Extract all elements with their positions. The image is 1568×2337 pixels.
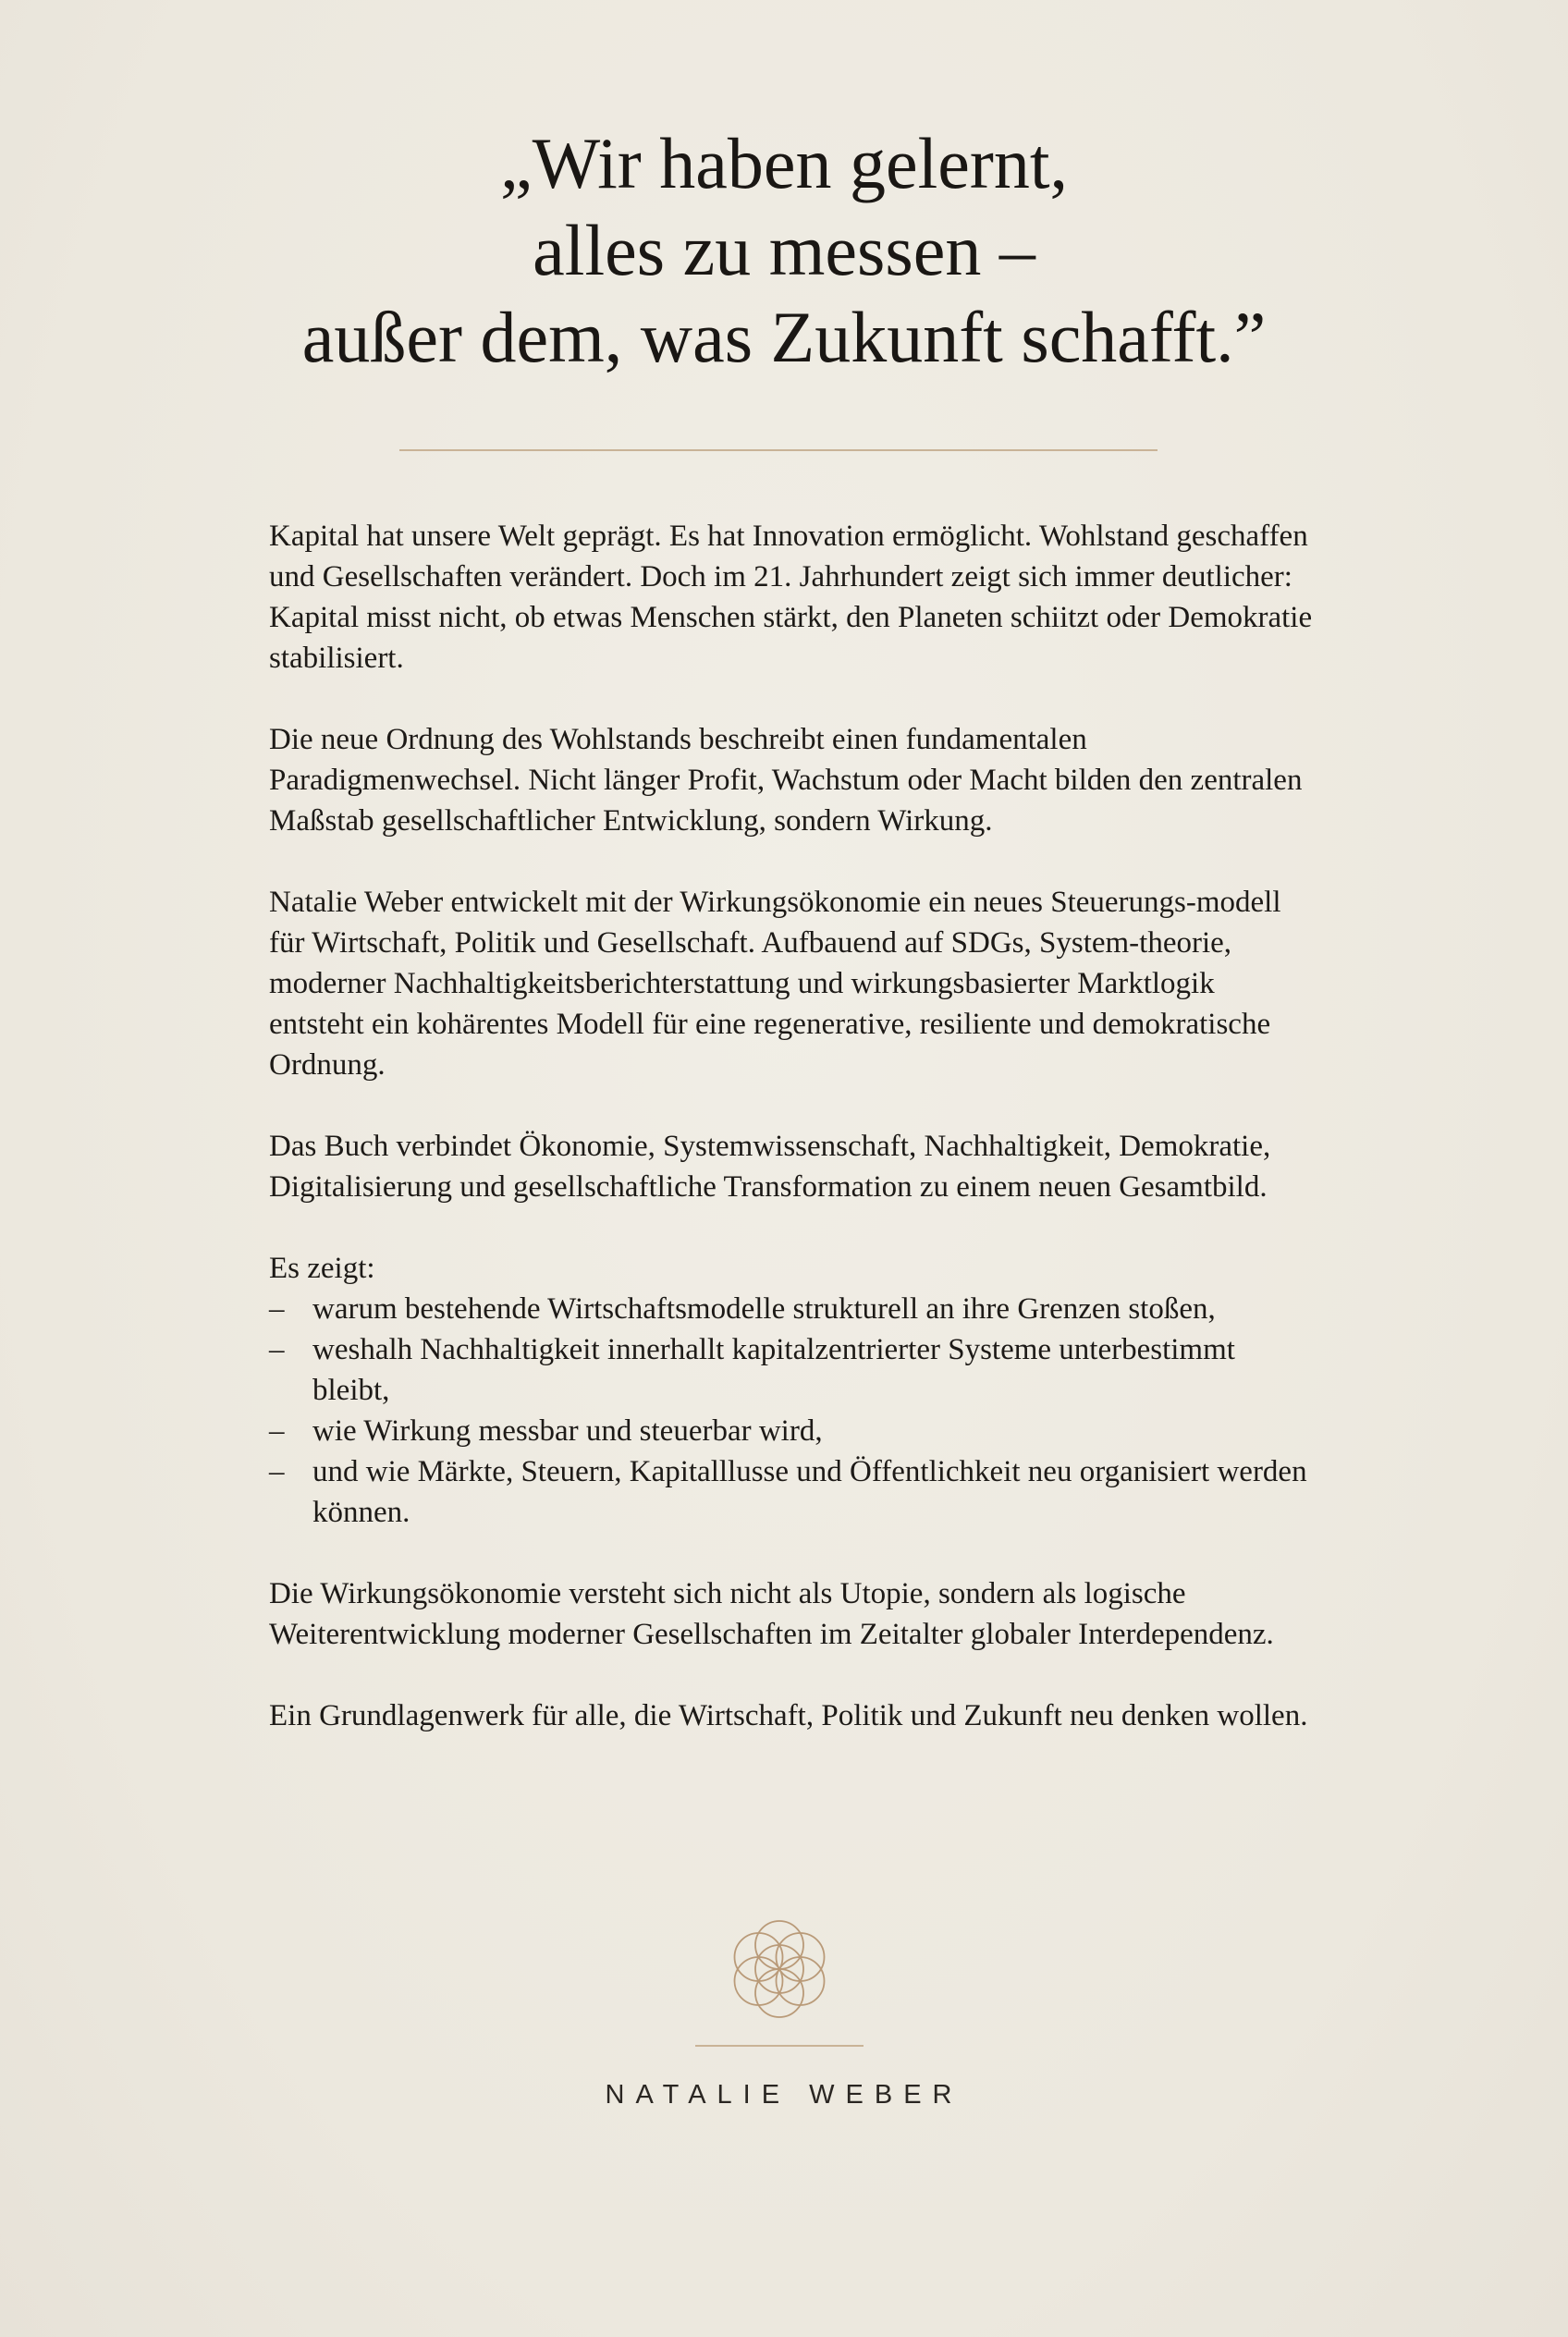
list-intro: Es zeigt: xyxy=(269,1252,375,1285)
list-item xyxy=(269,1451,1314,1533)
list-item xyxy=(269,1411,1314,1451)
dash-bullet: – xyxy=(269,1414,285,1448)
dash-bullet: – xyxy=(269,1455,285,1488)
quote-line-3: außer dem, was Zukunft schafft.” xyxy=(301,297,1267,377)
top-divider xyxy=(399,449,1158,451)
paragraph-closing: Ein Grundlagenwerk für alle, die Wirtschaft, Politik und Zukunft neu denken wollen. xyxy=(269,1699,1308,1732)
paragraph-new-order: Die neue Ordnung des Wohlstands beschreibt einen fundamentalen Paradigmenwechsel. Nicht länger Profit, Wachstum oder Macht bilden den zentralen Maßstab gesellschaftlicher Entwicklung, sondern Wirkung. xyxy=(269,723,1303,838)
blurb-text xyxy=(269,516,1314,1777)
author-name: NATALIE WEBER xyxy=(605,2080,963,2110)
dash-bullet: – xyxy=(269,1333,285,1366)
paragraph-book-connects: Das Buch verbindet Ökonomie, Systemwissenschaft, Nachhaltigkeit, Demokratie, Digitalisierung und gesellschaftliche Transformation zu einem neuen Gesamtbild. xyxy=(269,1130,1271,1204)
flower-of-life-icon xyxy=(724,1914,835,2025)
paragraph-capital: Kapital hat unsere Welt geprägt. Es hat Innovation ermöglicht. Wohlstand geschaffen und Gesellschaften verändert. Doch im 21. Jahrhundert zeigt sich immer deutlicher: Kapital misst nicht, ob etwas Menschen stärkt, den Planeten schiitzt oder Demokratie stabilisiert. xyxy=(269,520,1313,675)
list-item xyxy=(269,1329,1314,1411)
list-item-text: weshalh Nachhaltigkeit innerhallt kapitalzentrierter Systeme unterbestimmt bleibt, xyxy=(312,1333,1235,1407)
quote-line-2: alles zu messen – xyxy=(533,210,1035,290)
headline-quote xyxy=(0,120,1568,381)
list-item-text: warum bestehende Wirtschaftsmodelle strukturell an ihre Grenzen stoßen, xyxy=(312,1292,1216,1326)
dash-bullet: – xyxy=(269,1292,285,1326)
list-item xyxy=(269,1289,1314,1329)
list-item-text: wie Wirkung messbar und steuerbar wird, xyxy=(312,1414,823,1448)
bottom-divider xyxy=(695,2045,864,2047)
topics-list xyxy=(269,1289,1314,1533)
paragraph-not-utopia: Die Wirkungsökonomie versteht sich nicht als Utopie, sondern als logische Weiterentwicklung moderner Gesellschaften im Zeitalter globaler Interdependenz. xyxy=(269,1577,1274,1651)
list-item-text: und wie Märkte, Steuern, Kapitalllusse und Öffentlichkeit neu organisiert werden können. xyxy=(312,1455,1307,1529)
quote-line-1: „Wir haben gelernt, xyxy=(499,123,1069,203)
paragraph-author-model: Natalie Weber entwickelt mit der Wirkungsökonomie ein neues Steuerungs-modell für Wirtschaft, Politik und Gesellschaft. Aufbauend auf SDGs, System-theorie, moderner Nachhaltigkeitsberichterstattung und wirkungsbasierter Marktlogik entsteht ein kohärentes Modell für eine regenerative, resiliente und demokratische Ordnung. xyxy=(269,886,1281,1082)
